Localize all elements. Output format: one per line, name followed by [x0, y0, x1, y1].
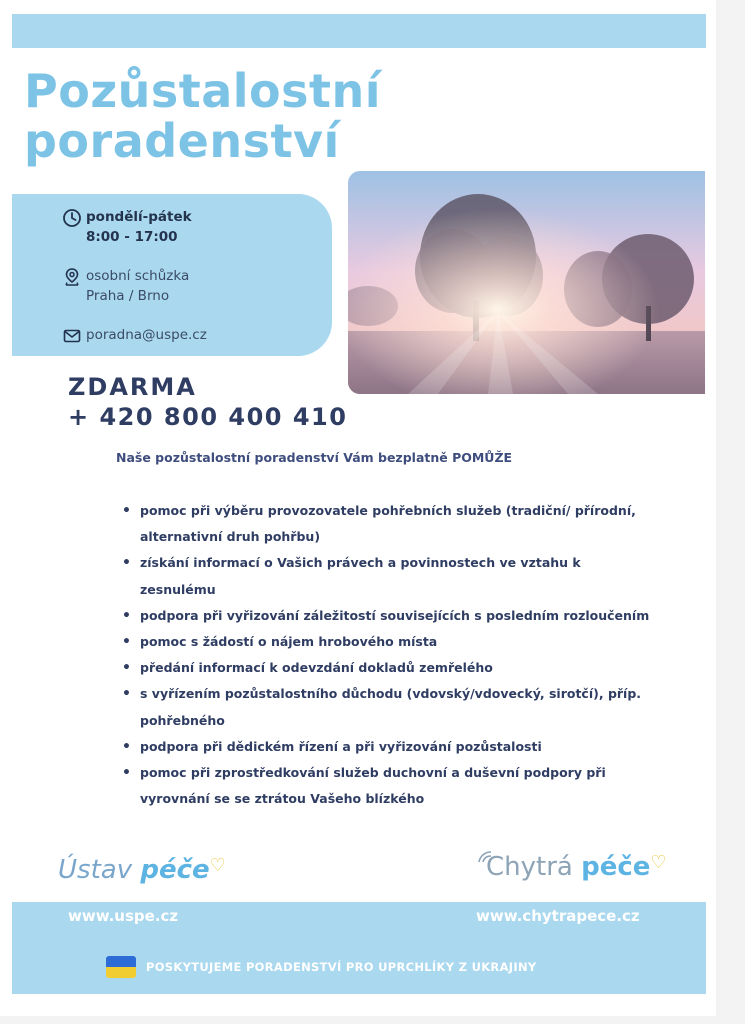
free-of-charge-label: ZDARMA: [68, 373, 197, 401]
list-item: • s vyřízením pozůstalostního důchodu (vdovský/vdovecký, sirotčí), příp. pohřebného: [122, 681, 652, 733]
list-item: • pomoc při výběru provozovatele pohřebních služeb (tradiční/ přírodní, alternativní druh pohřbu): [122, 498, 652, 550]
meeting-type: osobní schůzka: [86, 268, 190, 284]
list-item: • předání informací k odevzdání dokladů zemřelého: [122, 655, 652, 681]
landscape-image: [348, 171, 705, 394]
email-info: [62, 325, 207, 346]
heart-icon: ♡: [209, 855, 226, 876]
opening-hours: [62, 207, 192, 247]
chytrapece-website-link[interactable]: www.chytrapece.cz: [476, 907, 640, 925]
list-item: • pomoc při zprostředkování služeb duchovní a duševní podpory při vyrovnání se se ztrátou Vašeho blízkého: [122, 760, 652, 812]
list-item: • získání informací o Vašich právech a povinnostech ve vztahu k zesnulému: [122, 550, 652, 602]
services-list: [122, 498, 652, 812]
meeting-info: [62, 266, 189, 306]
location-pin-icon: [62, 267, 82, 287]
heart-icon: ♡: [650, 852, 667, 873]
envelope-icon: [62, 326, 82, 346]
top-banner: [12, 14, 706, 48]
title-line-1: Pozůstalostní: [24, 64, 382, 118]
clock-icon: [62, 208, 82, 228]
ukraine-refugee-notice: POSKYTUJEME PORADENSTVÍ PRO UPRCHLÍKY Z UKRAJINY: [146, 960, 537, 974]
intro-text: Naše pozůstalostní poradenství Vám bezplatně POMŮŽE: [116, 450, 513, 465]
phone-number[interactable]: + 420 800 400 410: [68, 403, 348, 431]
email-address[interactable]: poradna@uspe.cz: [86, 327, 207, 343]
page-title: [24, 66, 381, 166]
title-line-2: poradenství: [24, 114, 340, 168]
list-item: • podpora při dědickém řízení a při vyřizování pozůstalosti: [122, 734, 652, 760]
list-item: • pomoc s žádostí o nájem hrobového místa: [122, 629, 652, 655]
logo-left-word-2: péče: [140, 855, 210, 885]
meeting-place: Praha / Brno: [86, 288, 170, 304]
chytra-pece-logo: [486, 852, 667, 882]
opening-days: pondělí-pátek: [86, 209, 192, 225]
opening-time: 8:00 - 17:00: [86, 229, 178, 245]
logo-right-word-1: Chytrá: [486, 852, 573, 882]
ukraine-flag-icon: [106, 956, 136, 978]
wifi-arc-icon: [478, 850, 494, 864]
logo-left-word-1: Ústav: [58, 855, 133, 885]
logo-right-word-2: péče: [581, 852, 651, 882]
ustav-pece-logo: [58, 855, 226, 885]
tree-sunrise-photo: [348, 171, 705, 394]
uspe-website-link[interactable]: www.uspe.cz: [68, 907, 179, 925]
list-item: • podpora při vyřizování záležitostí souvisejících s posledním rozloučením: [122, 603, 652, 629]
